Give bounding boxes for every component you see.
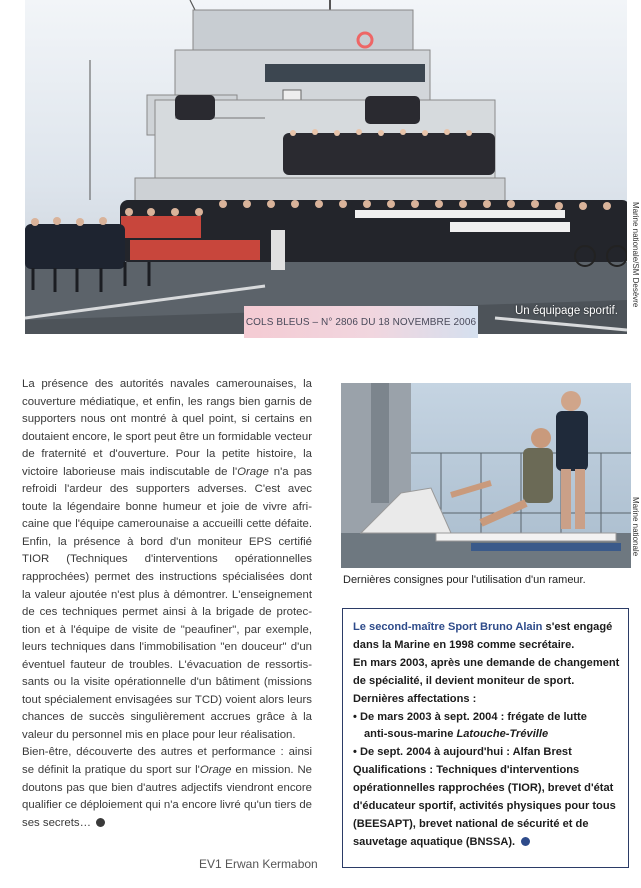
end-of-bio-dot-icon	[521, 837, 530, 846]
article-line: rapprochées) permet des instructions spécialisées dont	[22, 571, 312, 584]
bio-line: Qualifications : Techniques d'interventions	[353, 764, 580, 777]
article-line: tiers de ses secrets…	[22, 799, 312, 829]
bio-ship-name: Latouche-Tréville	[456, 728, 549, 741]
article-line: n'a pas	[268, 465, 312, 478]
bio-line	[353, 619, 619, 637]
bio-line-text: s'est engagé	[542, 621, 613, 633]
article-line: de supporters nous ont montré à quel point, si certains	[22, 395, 312, 426]
article-line: de ces techniques permet ainsi à la brigade de protec-	[22, 606, 312, 619]
rowing-photo-credit: Marine nationale	[631, 497, 640, 557]
article-line: valeur du personnel mis en place pour leur réalisation.	[22, 728, 296, 741]
ship-name: Orage	[237, 465, 269, 478]
article-line: la valeur ajoutée n'est plus à démontrer. L'enseignement	[22, 588, 312, 601]
article-text-closing	[22, 744, 312, 832]
article-line: TIOR (Techniques d'interventions opérationnelles	[22, 553, 312, 566]
article-line: la victoire laborieuse mais indiscutable de l'	[22, 448, 312, 478]
bio-line-text: anti-sous-marine	[364, 728, 457, 741]
bio-line: de spécialité, il devient moniteur de sport.	[353, 674, 575, 687]
article-line: leurs techniques dans l'immobilisation "en douceur" d'un	[22, 641, 312, 654]
bio-line: dans la Marine en 1998 comme secrétaire.	[353, 638, 575, 651]
bio-line: opérationnelles rapprochées (TIOR), brevet d'état	[353, 782, 614, 795]
article-line: en mission.	[231, 764, 294, 777]
crew-photo-caption: Un équipage sportif.	[515, 305, 618, 317]
bio-line: • De mars 2003 à sept. 2004 : frégate de lutte	[353, 710, 587, 723]
article-line: Ne doutons pas que bien d'autres adjectifs viendront	[22, 764, 312, 794]
article-line: tout spécialement envisagées sur TCD) voient alors leurs	[22, 693, 312, 706]
article-line: Bien-être, découverte des autres et performance : ainsi	[22, 746, 312, 759]
bio-line: En mars 2003, après une demande de changement	[353, 656, 620, 669]
bio-name: Le second-maître Sport Bruno Alain	[353, 621, 543, 633]
article-line: se définit la pratique du sport sur l'	[22, 764, 200, 777]
article-line: couverture médiatique, et enfin, les rangs bien garnis	[22, 395, 296, 408]
bio-line: Dernières affectations :	[353, 692, 477, 705]
article-line: encore qualifier ce déploiement qui n'a encore livré qu'un	[22, 781, 312, 812]
article-line: sants ou la visite opérationnelle d'un bâtiment (missions	[22, 676, 312, 689]
crew-photo-credit: Marine nationale/SM Desèvre	[631, 202, 640, 308]
article-line: La présence des autorités navales camerounaises, la	[22, 378, 312, 390]
bio-line: (BEESAPT), brevet national de sécurité et de	[353, 817, 589, 830]
article-signature: EV1 Erwan Kermabon	[199, 857, 318, 871]
article-line: tion et à l'équipe de visite de "peaufiner", par exemple,	[22, 623, 312, 636]
instructor-bio-box	[342, 608, 629, 868]
article-line: Enfin, la présence à bord d'un moniteur EPS certifié	[22, 535, 312, 548]
article-line: vecteur de fraternité et d'ouverture. Pour la petite histoire,	[22, 430, 312, 461]
bio-line-text: sauvetage aquatique (BNSSA).	[353, 835, 519, 848]
crew-photo	[25, 0, 627, 334]
rowing-photo-illustration	[341, 383, 631, 568]
article-line: refroidi l'ardeur des supporters adverses. C'est avec	[22, 483, 312, 496]
crew-photo-illustration	[25, 0, 627, 334]
article-line: toute la légendaire bonne humeur et joie de vivre afri-	[22, 500, 312, 513]
article-line: chances de succès singulièrement accrues grâce à la	[22, 711, 312, 724]
article-line: caine que l'équipe camerounaise a accueilli cette défaite.	[22, 518, 312, 531]
bio-line	[353, 834, 619, 852]
rowing-photo	[341, 383, 631, 568]
article-line: en doutaient encore, le sport peut être un formidable	[22, 413, 312, 443]
bio-line: d'éducateur sportif, activités physiques pour tous	[353, 800, 616, 813]
article-line: éventuel fauteur de troubles. L'évacuation de ressortis-	[22, 658, 312, 671]
article-text	[22, 376, 312, 744]
bio-line: • De sept. 2004 à aujourd'hui : Alfan Brest	[353, 746, 572, 759]
ship-name: Orage	[199, 764, 232, 777]
article-body	[22, 376, 312, 832]
magazine-issue-banner: COLS BLEUS – N° 2806 DU 18 NOVEMBRE 2006	[244, 306, 478, 338]
end-of-article-dot-icon	[96, 818, 105, 827]
bio-line	[353, 726, 619, 744]
rowing-photo-caption: Dernières consignes pour l'utilisation d'un rameur.	[343, 574, 586, 586]
